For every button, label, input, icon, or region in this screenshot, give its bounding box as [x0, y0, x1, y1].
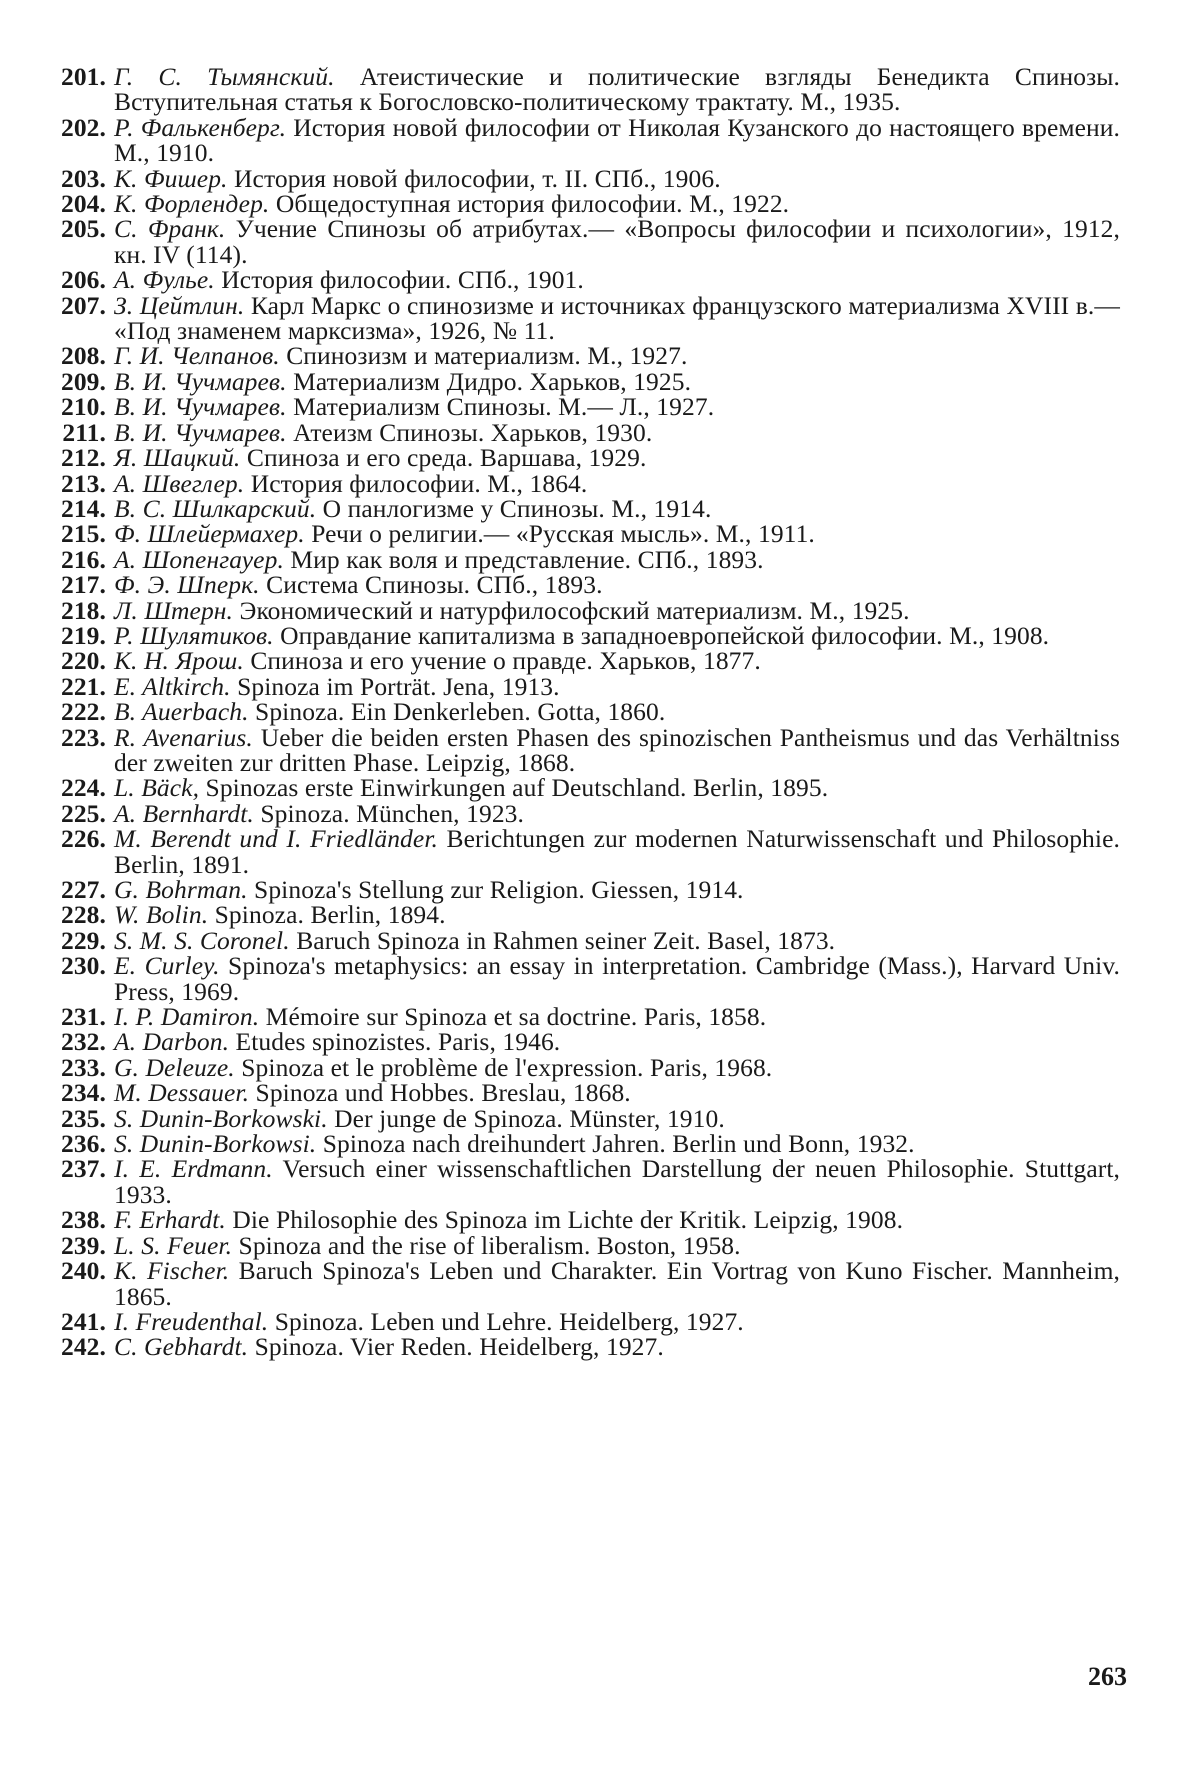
entry-title: Spinoza. München, 1923.: [253, 798, 525, 828]
bibliography-entry: [40, 722, 1120, 777]
entry-title: Spinoza. Leben und Lehre. Heidelberg, 1927.: [268, 1306, 744, 1336]
entry-number: 231.: [60, 1002, 106, 1032]
entry-author: Р. Шулятиков.: [114, 620, 274, 650]
bibliography-entry: [40, 620, 1120, 650]
entry-title: Ueber die beiden ersten Phasen des spinozischen Pantheismus und das Verhältniss der zweiten zur dritten Phase. Leipzig, 1868.: [114, 722, 1120, 777]
bibliography-entry: [40, 671, 1120, 701]
entry-title: Spinoza. Ein Denkerleben. Gotta, 1860.: [248, 697, 666, 727]
bibliography-entry: [40, 953, 1120, 1004]
entry-title: Спиноза и его учение о правде. Харьков, 1877.: [243, 646, 761, 676]
entry-title: Etudes spinozistes. Paris, 1946.: [229, 1027, 561, 1057]
entry-number: 227.: [60, 875, 106, 904]
entry-number: 216.: [60, 544, 106, 574]
entry-number: 225.: [60, 798, 106, 828]
entry-author: K. Fischer.: [114, 1256, 230, 1286]
bibliography-entry: [40, 1306, 1120, 1336]
entry-title: Spinoza and the rise of liberalism. Boston, 1958.: [232, 1230, 741, 1260]
entry-author: Я. Шацкий.: [114, 443, 241, 473]
entry-number: 215.: [60, 519, 106, 549]
entry-number: 208.: [60, 341, 106, 371]
entry-author: К. Н. Ярош.: [114, 646, 244, 676]
entry-number: 226.: [60, 824, 106, 854]
bibliography-entry: [40, 1205, 1120, 1235]
entry-title: Mémoire sur Spinoza et sa doctrine. Paris, 1858.: [259, 1002, 767, 1032]
entry-title: Атеизм Спинозы. Харьков, 1930.: [286, 417, 653, 447]
bibliography-entry: [40, 1078, 1120, 1108]
entry-number: 237.: [60, 1154, 106, 1184]
entry-title: О панлогизме у Спинозы. М., 1914.: [316, 493, 712, 523]
bibliography-entry: [40, 826, 1120, 877]
entry-author: G. Deleuze.: [114, 1052, 235, 1082]
entry-title: Система Спинозы. СПб., 1893.: [259, 570, 603, 600]
entry-author: С. Франк.: [114, 214, 226, 244]
entry-author: L. S. Feuer.: [114, 1230, 233, 1260]
bibliography-entry: [40, 877, 1120, 902]
entry-number: 210.: [60, 392, 106, 422]
entry-author: Ф. Э. Шперк.: [114, 570, 260, 600]
entry-author: B. Auerbach.: [114, 697, 249, 727]
entry-number: 206.: [60, 265, 106, 295]
entry-author: S. Dunin-Borkowski.: [114, 1103, 328, 1133]
entry-number: 202.: [60, 112, 106, 142]
bibliography-entry: [40, 1156, 1120, 1207]
entry-author: I. P. Damiron.: [114, 1002, 260, 1032]
entry-author: З. Цейтлин.: [114, 290, 245, 320]
entry-title: Spinoza nach dreihundert Jahren. Berlin und Bonn, 1932.: [316, 1129, 915, 1159]
entry-number: 217.: [60, 570, 106, 600]
entry-author: А. Швеглер.: [114, 468, 245, 498]
bibliography-entry: [40, 1129, 1120, 1159]
entry-author: G. Bohrman.: [114, 875, 248, 904]
entry-author: В. С. Шилкарский.: [114, 493, 317, 523]
entry-author: Г. С. Тымянский.: [114, 62, 335, 91]
entry-title: Berichtungen zur modernen Naturwissenschaft und Philosophie. Berlin, 1891.: [114, 824, 1120, 879]
entry-author: W. Bolin.: [114, 900, 209, 930]
entry-author: S. M. S. Coronel.: [114, 925, 290, 955]
entry-author: Р. Фалькенберг.: [114, 112, 287, 142]
entry-title: Spinoza et le problème de l'expression. Paris, 1968.: [234, 1052, 773, 1082]
bibliography-entry: [40, 64, 1120, 115]
bibliography-entry: [40, 189, 1120, 219]
bibliography-entry: [40, 1002, 1120, 1032]
entry-title: Речи о религии.— «Русская мысль». М., 1911.: [304, 519, 815, 549]
entry-author: В. И. Чучмарев.: [114, 366, 287, 396]
entry-author: E. Curley.: [114, 951, 220, 981]
entry-author: I. E. Erdmann.: [114, 1154, 273, 1184]
entry-author: Г. И. Челпанов.: [114, 341, 280, 371]
bibliography-entry: [40, 216, 1120, 267]
entry-title: Baruch Spinoza's Leben und Charakter. Ein Vortrag von Kuno Fischer. Mannheim, 1865.: [114, 1256, 1120, 1311]
entry-title: Spinoza. Berlin, 1894.: [208, 900, 446, 930]
entry-number: 213.: [60, 468, 106, 498]
entry-number: 201.: [60, 62, 106, 91]
entry-number: 224.: [60, 773, 106, 803]
entry-author: К. Форлендер.: [114, 189, 270, 219]
bibliography-entry: [40, 646, 1120, 676]
entry-number: 239.: [60, 1230, 106, 1260]
entry-title: Spinoza im Porträt. Jena, 1913.: [230, 671, 560, 701]
entry-number: 203.: [60, 163, 106, 193]
entry-number: 204.: [60, 189, 106, 219]
entry-number: 238.: [60, 1205, 106, 1235]
entry-title: Versuch einer wissenschaftlichen Darstellung der neuen Philosophie. Stuttgart, 1933.: [114, 1154, 1120, 1209]
entry-title: Spinoza's metaphysics: an essay in interpretation. Cambridge (Mass.), Harvard Univ. Press, 1969.: [114, 951, 1120, 1006]
entry-number: 232.: [60, 1027, 106, 1057]
entry-author: А. Фулье.: [114, 265, 215, 295]
entry-number: 228.: [60, 900, 106, 930]
bibliography-entry: [40, 417, 1120, 447]
bibliography-entry: [40, 341, 1120, 371]
entry-author: А. Шопенгауер.: [114, 544, 284, 574]
entry-author: E. Altkirch.: [114, 671, 231, 701]
bibliography-entry: [40, 468, 1120, 498]
entry-title: Спиноза и его среда. Варшава, 1929.: [240, 443, 647, 473]
entry-title: Die Philosophie des Spinoza im Lichte der Kritik. Leipzig, 1908.: [225, 1205, 904, 1235]
entry-number: 236.: [60, 1129, 106, 1159]
bibliography-entry: [40, 443, 1120, 473]
bibliography-entry: [40, 290, 1120, 346]
bibliography-entry: [40, 697, 1120, 727]
entry-title: Атеистические и политические взгляды Бенедикта Спинозы. Вступительная статья к Богословско-политическому трактату. М., 1935.: [114, 62, 1120, 117]
entry-title: Учение Спинозы об атрибутах.— «Вопросы философии и психологии», 1912, кн. IV (114).: [114, 214, 1120, 269]
entry-title: Baruch Spinoza in Rahmen seiner Zeit. Basel, 1873.: [289, 925, 836, 955]
entry-author: M. Berendt und I. Friedländer.: [114, 824, 438, 854]
entry-title: Материализм Спинозы. М.— Л., 1927.: [286, 392, 715, 422]
entry-number: 214.: [60, 493, 106, 523]
bibliography-entry: [40, 1103, 1120, 1133]
entry-number: 230.: [60, 951, 106, 981]
entry-number: 205.: [60, 214, 106, 244]
entry-title: Материализм Дидро. Харьков, 1925.: [286, 366, 692, 396]
entry-author: К. Фишер.: [114, 163, 228, 193]
entry-number: 209.: [60, 366, 106, 396]
entry-title: Spinozas erste Einwirkungen auf Deutschland. Berlin, 1895.: [199, 773, 829, 803]
entry-title: Общедоступная история философии. М., 1922.: [269, 189, 790, 219]
bibliography-entry: [40, 900, 1120, 930]
entry-title: Экономический и натурфилософский материализм. М., 1925.: [233, 595, 910, 625]
entry-number: 211.: [62, 417, 106, 447]
entry-author: A. Darbon.: [114, 1027, 230, 1057]
entry-title: Spinoza's Stellung zur Religion. Giessen, 1914.: [247, 875, 744, 904]
entry-title: История новой философии, т. II. СПб., 1906.: [227, 163, 721, 193]
bibliography-entry: [40, 519, 1120, 549]
bibliography-entry: [40, 392, 1120, 422]
entry-title: Spinoza. Vier Reden. Heidelberg, 1927.: [248, 1332, 664, 1362]
entry-title: Спинозизм и материализм. М., 1927.: [279, 341, 688, 371]
entry-number: 207.: [60, 290, 106, 320]
entry-number: 240.: [60, 1256, 106, 1286]
bibliography-entry: [40, 773, 1120, 803]
bibliography-entry: [40, 925, 1120, 955]
bibliography-entry: [40, 544, 1120, 574]
entry-author: R. Avenarius.: [114, 722, 253, 752]
page-number: 263: [1088, 1662, 1127, 1691]
entry-title: История философии. М., 1864.: [244, 468, 588, 498]
bibliography-entry: [40, 570, 1120, 600]
entry-title: Мир как воля и представление. СПб., 1893.: [283, 544, 764, 574]
entry-number: 221.: [60, 671, 106, 701]
entry-author: I. Freudenthal.: [114, 1306, 269, 1336]
bibliography-entry: [40, 366, 1120, 396]
bibliography-entry: [40, 1027, 1120, 1057]
bibliography-entry: [40, 1230, 1120, 1260]
entry-author: A. Bernhardt.: [114, 798, 254, 828]
entry-author: L. Bäck,: [114, 773, 200, 803]
entry-author: C. Gebhardt.: [114, 1332, 249, 1362]
entry-number: 234.: [60, 1078, 106, 1108]
entry-number: 223.: [60, 722, 106, 752]
entry-title: История новой философии от Николая Кузанского до настоящего времени. М., 1910.: [114, 112, 1121, 168]
entry-title: Spinoza und Hobbes. Breslau, 1868.: [249, 1078, 631, 1108]
entry-number: 219.: [60, 620, 106, 650]
bibliography-entry: [40, 595, 1120, 625]
entry-title: Оправдание капитализма в западноевропейской философии. М., 1908.: [273, 620, 1050, 650]
bibliography-entry: [40, 1258, 1120, 1309]
entry-number: 241.: [60, 1306, 106, 1336]
bibliography-entry: [40, 798, 1120, 828]
bibliography-entry: [40, 112, 1121, 168]
entry-title: История философии. СПб., 1901.: [214, 265, 584, 295]
entry-number: 220.: [60, 646, 106, 676]
entry-author: S. Dunin-Borkowsi.: [114, 1129, 317, 1159]
bibliography-entry: [40, 1332, 1120, 1362]
entry-number: 218.: [60, 595, 106, 625]
bibliography-entry: [40, 1052, 1120, 1082]
entry-title: Der junge de Spinoza. Münster, 1910.: [327, 1103, 725, 1133]
entry-number: 233.: [60, 1052, 106, 1082]
entry-author: Ф. Шлейермахер.: [114, 519, 305, 549]
entry-author: M. Dessauer.: [114, 1078, 250, 1108]
bibliography-list: [40, 64, 1120, 1360]
entry-title: Карл Маркс о спинозизме и источниках французского материализма XVIII в.— «Под знаменем марксизма», 1926, № 11.: [114, 290, 1120, 346]
entry-author: В. И. Чучмарев.: [114, 417, 287, 447]
entry-number: 222.: [60, 697, 106, 727]
entry-number: 235.: [60, 1103, 106, 1133]
bibliography-entry: [40, 265, 1120, 295]
entry-author: В. И. Чучмарев.: [114, 392, 287, 422]
bibliography-entry: [40, 493, 1120, 523]
entry-number: 229.: [60, 925, 106, 955]
bibliography-entry: [40, 163, 1120, 193]
entry-author: Л. Штерн.: [114, 595, 234, 625]
entry-number: 242.: [60, 1332, 106, 1362]
entry-number: 212.: [60, 443, 106, 473]
entry-author: F. Erhardt.: [114, 1205, 226, 1235]
